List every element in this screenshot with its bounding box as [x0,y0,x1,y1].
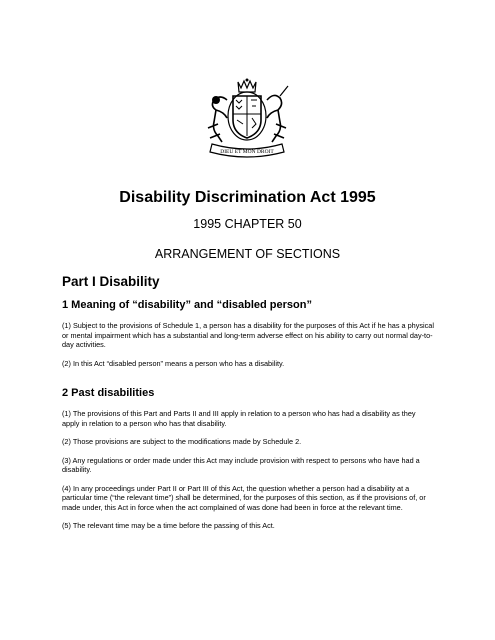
royal-coat-of-arms-icon [200,78,294,160]
part-heading: Part I Disability [62,274,160,289]
paragraph: (3) Any regulations or order made under this Act may include provision with respect to persons who have had a disability. [62,455,420,474]
svg-text:DIEU ET MON DROIT: DIEU ET MON DROIT [220,149,274,155]
paragraph: (2) In this Act “disabled person” means a person who has a disability. [62,358,285,368]
section-1 [62,298,434,368]
paragraph: (2) Those provisions are subject to the modifications made by Schedule 2. [62,437,302,446]
section-heading: 1 Meaning of “disability” and “disabled person” [62,299,312,311]
section-heading: 2 Past disabilities [62,387,155,399]
chapter-number: 1995 CHAPTER 50 [193,217,302,231]
paragraph: (1) The provisions of this Part and Parts II and III apply in relation to a person who has had a disability as they apply in relation to a person who has that disability. [62,409,416,428]
section-2 [62,386,434,531]
document-body [62,273,434,540]
document-title: Disability Discrimination Act 1995 [119,189,376,206]
paragraph: (4) In any proceedings under Part II or Part III of this Act, the question whether a person had a disability at a particular time (“the relevant time”) shall be determined, for the purposes of this section, as if the provisions of, or made under, this Act in force when the act complained of was done had been in force at the relevant time. [62,483,426,512]
arrangement-heading: ARRANGEMENT OF SECTIONS [154,247,341,261]
paragraph: (1) Subject to the provisions of Schedule 1, a person has a disability for the purposes of this Act if he has a physical or mental impairment which has a substantial and long-term adverse effect on his ability to carry out normal day-to-day activities. [62,321,434,349]
paragraph: (5) The relevant time may be a time before the passing of this Act. [62,521,275,530]
